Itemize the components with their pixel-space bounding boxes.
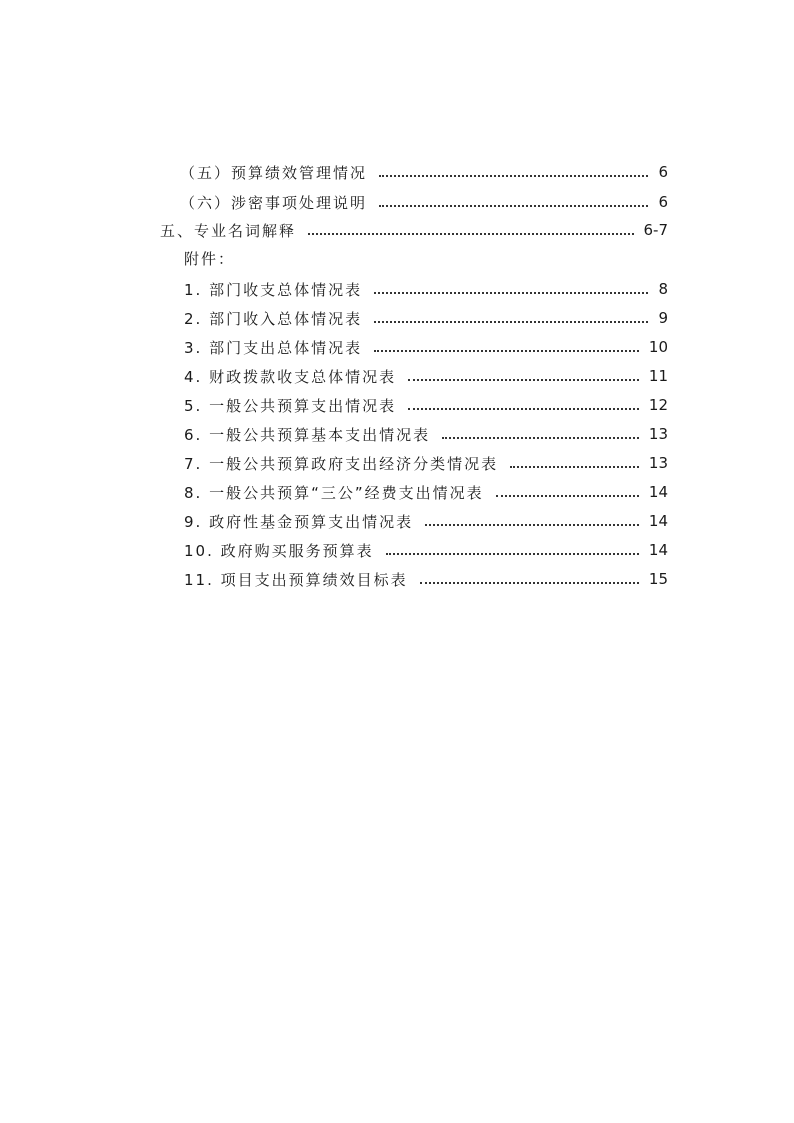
toc-entry-appendix-3[interactable] [184, 335, 668, 359]
dot-leader [386, 538, 639, 562]
dot-leader [442, 422, 639, 446]
toc-entry-appendix-8[interactable] [184, 480, 668, 504]
toc-entry-label: 6. 一般公共预算基本支出情况表 [184, 425, 431, 444]
toc-entry-appendix-7[interactable] [184, 451, 668, 475]
toc-entry-label: 4. 财政拨款收支总体情况表 [184, 367, 397, 386]
dot-leader [510, 451, 639, 475]
dot-leader [374, 277, 648, 301]
toc-entry-page: 9 [658, 309, 668, 327]
toc-entry-page: 8 [658, 280, 668, 298]
toc-entry-label: 2. 部门收入总体情况表 [184, 309, 363, 328]
toc-entry-label: 3. 部门支出总体情况表 [184, 338, 363, 357]
dot-leader [379, 160, 648, 184]
toc-entry-page: 13 [648, 454, 668, 472]
dot-leader [420, 567, 639, 591]
toc-entry-appendix-4[interactable] [184, 364, 668, 388]
appendix-heading [184, 246, 235, 270]
toc-entry-label: （六）涉密事项处理说明 [180, 193, 368, 212]
toc-entry-label: （五）预算绩效管理情况 [180, 163, 368, 182]
dot-leader [379, 190, 648, 214]
appendix-heading-text: 附件： [184, 249, 236, 268]
toc-entry-label: 7. 一般公共预算政府支出经济分类情况表 [184, 454, 499, 473]
toc-entry-page: 10 [648, 338, 668, 356]
toc-entry-label: 1. 部门收支总体情况表 [184, 280, 363, 299]
toc-entry-glossary[interactable] [160, 218, 668, 242]
toc-entry-page: 6 [658, 193, 668, 211]
toc-entry-label: 8. 一般公共预算“三公”经费支出情况表 [184, 483, 484, 502]
toc-entry-page: 12 [648, 396, 668, 414]
toc-entry-budget-performance[interactable] [180, 160, 668, 184]
toc-entry-appendix-6[interactable] [184, 422, 668, 446]
dot-leader [408, 393, 639, 417]
toc-entry-label: 9. 政府性基金预算支出情况表 [184, 512, 414, 531]
toc-entry-appendix-9[interactable] [184, 509, 668, 533]
dot-leader [425, 509, 639, 533]
toc-entry-page: 6-7 [643, 221, 668, 239]
dot-leader [308, 218, 633, 242]
toc-entry-appendix-2[interactable] [184, 306, 668, 330]
toc-entry-label: 5. 一般公共预算支出情况表 [184, 396, 397, 415]
toc-entry-appendix-10[interactable] [184, 538, 668, 562]
dot-leader [374, 306, 648, 330]
toc-entry-page: 13 [648, 425, 668, 443]
toc-entry-page: 11 [648, 367, 668, 385]
dot-leader [496, 480, 639, 504]
toc-entry-classified-matters[interactable] [180, 190, 668, 214]
toc-entry-page: 15 [648, 570, 668, 588]
toc-entry-label: 五、专业名词解释 [160, 221, 297, 240]
toc-entry-page: 6 [658, 163, 668, 181]
toc-entry-page: 14 [648, 512, 668, 530]
toc-entry-page: 14 [648, 483, 668, 501]
toc-entry-appendix-11[interactable] [184, 567, 668, 591]
dot-leader [408, 364, 639, 388]
dot-leader [374, 335, 639, 359]
toc-entry-appendix-1[interactable] [184, 277, 668, 301]
toc-entry-page: 14 [648, 541, 668, 559]
toc-entry-appendix-5[interactable] [184, 393, 668, 417]
toc-entry-label: 10. 政府购买服务预算表 [184, 541, 374, 560]
toc-entry-label: 11. 项目支出预算绩效目标表 [184, 570, 408, 589]
